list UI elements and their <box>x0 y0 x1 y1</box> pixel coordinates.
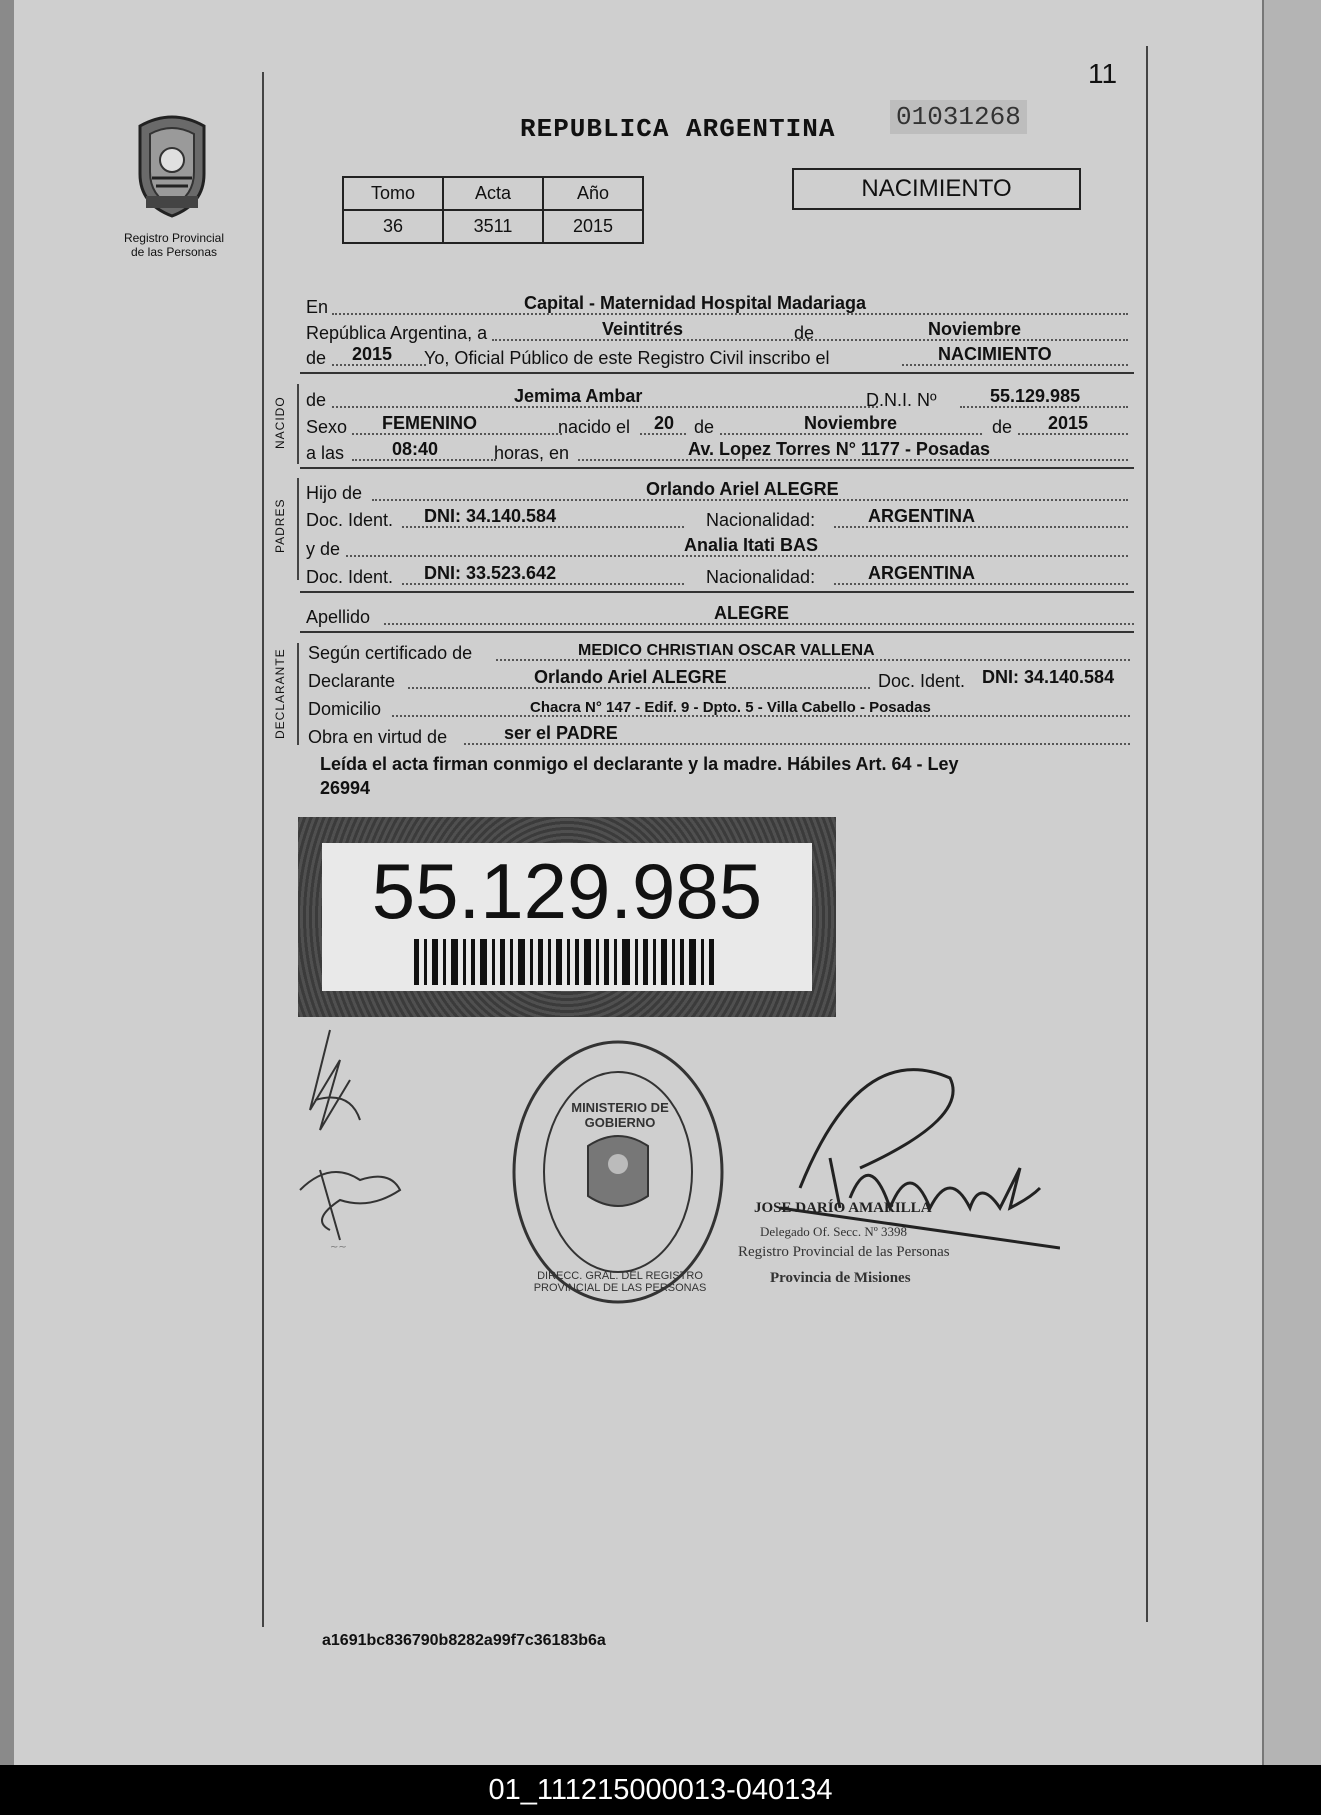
label-sexo: Sexo <box>306 417 348 437</box>
row-domicilio <box>308 696 1130 720</box>
record-type-box: NACIMIENTO <box>792 168 1081 210</box>
stamp-ring-text: DIRECC. GRAL. DEL REGISTRO PROVINCIAL DE LAS PERSONAS <box>533 1270 707 1294</box>
official-office: Registro Provincial de las Personas <box>738 1244 950 1260</box>
label-apellido: Apellido <box>306 607 371 627</box>
tomo-value: 36 <box>343 210 443 243</box>
row-y-de <box>306 536 1128 560</box>
logo-caption-1: Registro Provincial <box>123 231 225 245</box>
right-margin-line <box>1146 46 1148 1622</box>
label-hijo-de: Hijo de <box>306 483 363 503</box>
label-nacionalidad: Nacionalidad: <box>706 510 816 530</box>
label-y-de: y de <box>306 539 341 559</box>
section-label-declarante: DECLARANTE <box>273 648 287 739</box>
sex-value: FEMENINO <box>382 413 478 433</box>
official-stamp <box>508 1036 728 1308</box>
capacity-value: ser el PADRE <box>504 723 618 743</box>
mother-nationality-value: ARGENTINA <box>868 563 975 583</box>
col-acta: Acta <box>443 177 543 210</box>
father-doc-value: DNI: 34.140.584 <box>424 506 557 526</box>
logo-caption-2: de las Personas <box>130 245 218 259</box>
registry-header-row <box>343 177 643 210</box>
label-de: de <box>306 390 327 410</box>
row-hora <box>306 440 1128 464</box>
section-bracket <box>297 478 299 580</box>
barcode-bars <box>414 939 720 985</box>
label-declarante: Declarante <box>308 671 396 691</box>
row-en <box>306 294 1128 318</box>
father-name-value: Orlando Ariel ALEGRE <box>646 479 839 499</box>
closing-note-line1: Leída el acta firman conmigo el declarante y la madre. Hábiles Art. 64 - Ley <box>320 754 959 774</box>
mother-doc-value: DNI: 33.523.642 <box>424 563 557 583</box>
section-bracket <box>297 643 299 745</box>
acta-value: 3511 <box>443 210 543 243</box>
page-edge <box>1262 0 1321 1765</box>
document-hash: a1691bc836790b8282a99f7c36183b6a <box>322 1632 606 1649</box>
row-segun <box>308 640 1130 664</box>
row-father-doc <box>306 507 1128 531</box>
row-obra <box>308 724 1130 748</box>
surname-value: ALEGRE <box>714 603 790 623</box>
mother-name-value: Analia Itati BAS <box>684 535 819 555</box>
record-year-value: 2015 <box>352 344 393 364</box>
birth-year-value: 2015 <box>1048 413 1089 433</box>
page-number: 11 <box>1088 58 1118 89</box>
page-shadow <box>0 0 14 1765</box>
official-name: JOSE DARÍO AMARILLA <box>754 1200 932 1216</box>
section-label-nacido: NACIDO <box>273 396 287 449</box>
declarant-name-value: Orlando Ariel ALEGRE <box>534 667 727 687</box>
registry-table <box>342 176 644 244</box>
certificate-by-value: MEDICO CHRISTIAN OSCAR VALLENA <box>578 642 875 659</box>
label-nacionalidad: Nacionalidad: <box>706 567 816 587</box>
stamp-inner-text: MINISTERIO DE GOBIERNO <box>571 1100 669 1130</box>
row-sexo <box>306 414 1128 438</box>
scan-id-footer: 01_111215000013-040134 <box>0 1765 1321 1815</box>
row-republica <box>306 320 1128 344</box>
barcode-sticker <box>298 817 836 1017</box>
col-tomo: Tomo <box>343 177 443 210</box>
document-title: REPUBLICA ARGENTINA <box>520 114 836 144</box>
province-seal-logo <box>122 112 222 224</box>
label-de: de <box>794 323 815 343</box>
row-inscribo <box>306 345 1128 369</box>
child-name-value: Jemima Ambar <box>514 386 643 406</box>
row-nombre <box>306 387 1128 411</box>
label-en: En <box>306 297 329 317</box>
label-a-las: a las <box>306 443 345 463</box>
svg-text:~~: ~~ <box>330 1242 347 1253</box>
section-bracket <box>297 384 299 464</box>
birth-time-value: 08:40 <box>392 439 439 459</box>
address-value: Chacra N° 147 - Edif. 9 - Dpto. 5 - Villa Cabello - Posadas <box>530 699 931 716</box>
col-anio: Año <box>543 177 643 210</box>
label-de: de <box>694 417 715 437</box>
serial-number: 01031268 <box>890 100 1027 134</box>
row-mother-doc <box>306 564 1128 588</box>
birth-place-value: Av. Lopez Torres N° 1177 - Posadas <box>688 439 990 459</box>
barcode-panel <box>322 843 812 991</box>
child-dni-value: 55.129.985 <box>990 386 1081 406</box>
record-kind-value: NACIMIENTO <box>938 344 1052 364</box>
official-title: Delegado Of. Secc. Nº 3398 <box>760 1224 907 1239</box>
label-dni: D.N.I. Nº <box>866 390 937 410</box>
label-doc-ident: Doc. Ident. <box>306 510 394 530</box>
birth-month-value: Noviembre <box>804 413 898 433</box>
barcode-number: 55.129.985 <box>371 847 763 935</box>
label-republica: República Argentina, a <box>306 323 488 343</box>
record-day-value: Veintitrés <box>602 319 684 339</box>
row-hijo-de <box>306 480 1128 504</box>
label-horas-en: horas, en <box>494 443 570 463</box>
registry-value-row <box>343 210 643 243</box>
birth-day-value: 20 <box>654 413 675 433</box>
label-doc-ident: Doc. Ident. <box>306 567 394 587</box>
record-month-value: Noviembre <box>928 319 1022 339</box>
section-divider <box>300 591 1134 593</box>
father-nationality-value: ARGENTINA <box>868 506 975 526</box>
closing-note-line2: 26994 <box>320 778 371 798</box>
declarant-doc-value: DNI: 34.140.584 <box>982 667 1115 687</box>
row-apellido <box>306 604 1134 628</box>
section-divider <box>300 467 1134 469</box>
left-margin-line <box>262 72 264 1627</box>
row-declarante <box>308 668 1130 692</box>
declarant-signature <box>290 1020 420 1260</box>
label-nacido-el: nacido el <box>558 417 631 437</box>
label-inscribo: Yo, Oficial Público de este Registro Civil inscribo el <box>424 348 830 368</box>
section-divider <box>300 631 1134 633</box>
label-segun: Según certificado de <box>308 643 473 663</box>
official-province: Provincia de Misiones <box>770 1270 911 1286</box>
section-divider <box>300 372 1134 374</box>
label-obra: Obra en virtud de <box>308 727 448 747</box>
label-domicilio: Domicilio <box>308 699 382 719</box>
label-de: de <box>306 348 327 368</box>
section-label-padres: PADRES <box>273 498 287 553</box>
label-doc-ident: Doc. Ident. <box>878 671 966 691</box>
place-value: Capital - Maternidad Hospital Madariaga <box>524 293 867 313</box>
anio-value: 2015 <box>543 210 643 243</box>
label-de: de <box>992 417 1013 437</box>
